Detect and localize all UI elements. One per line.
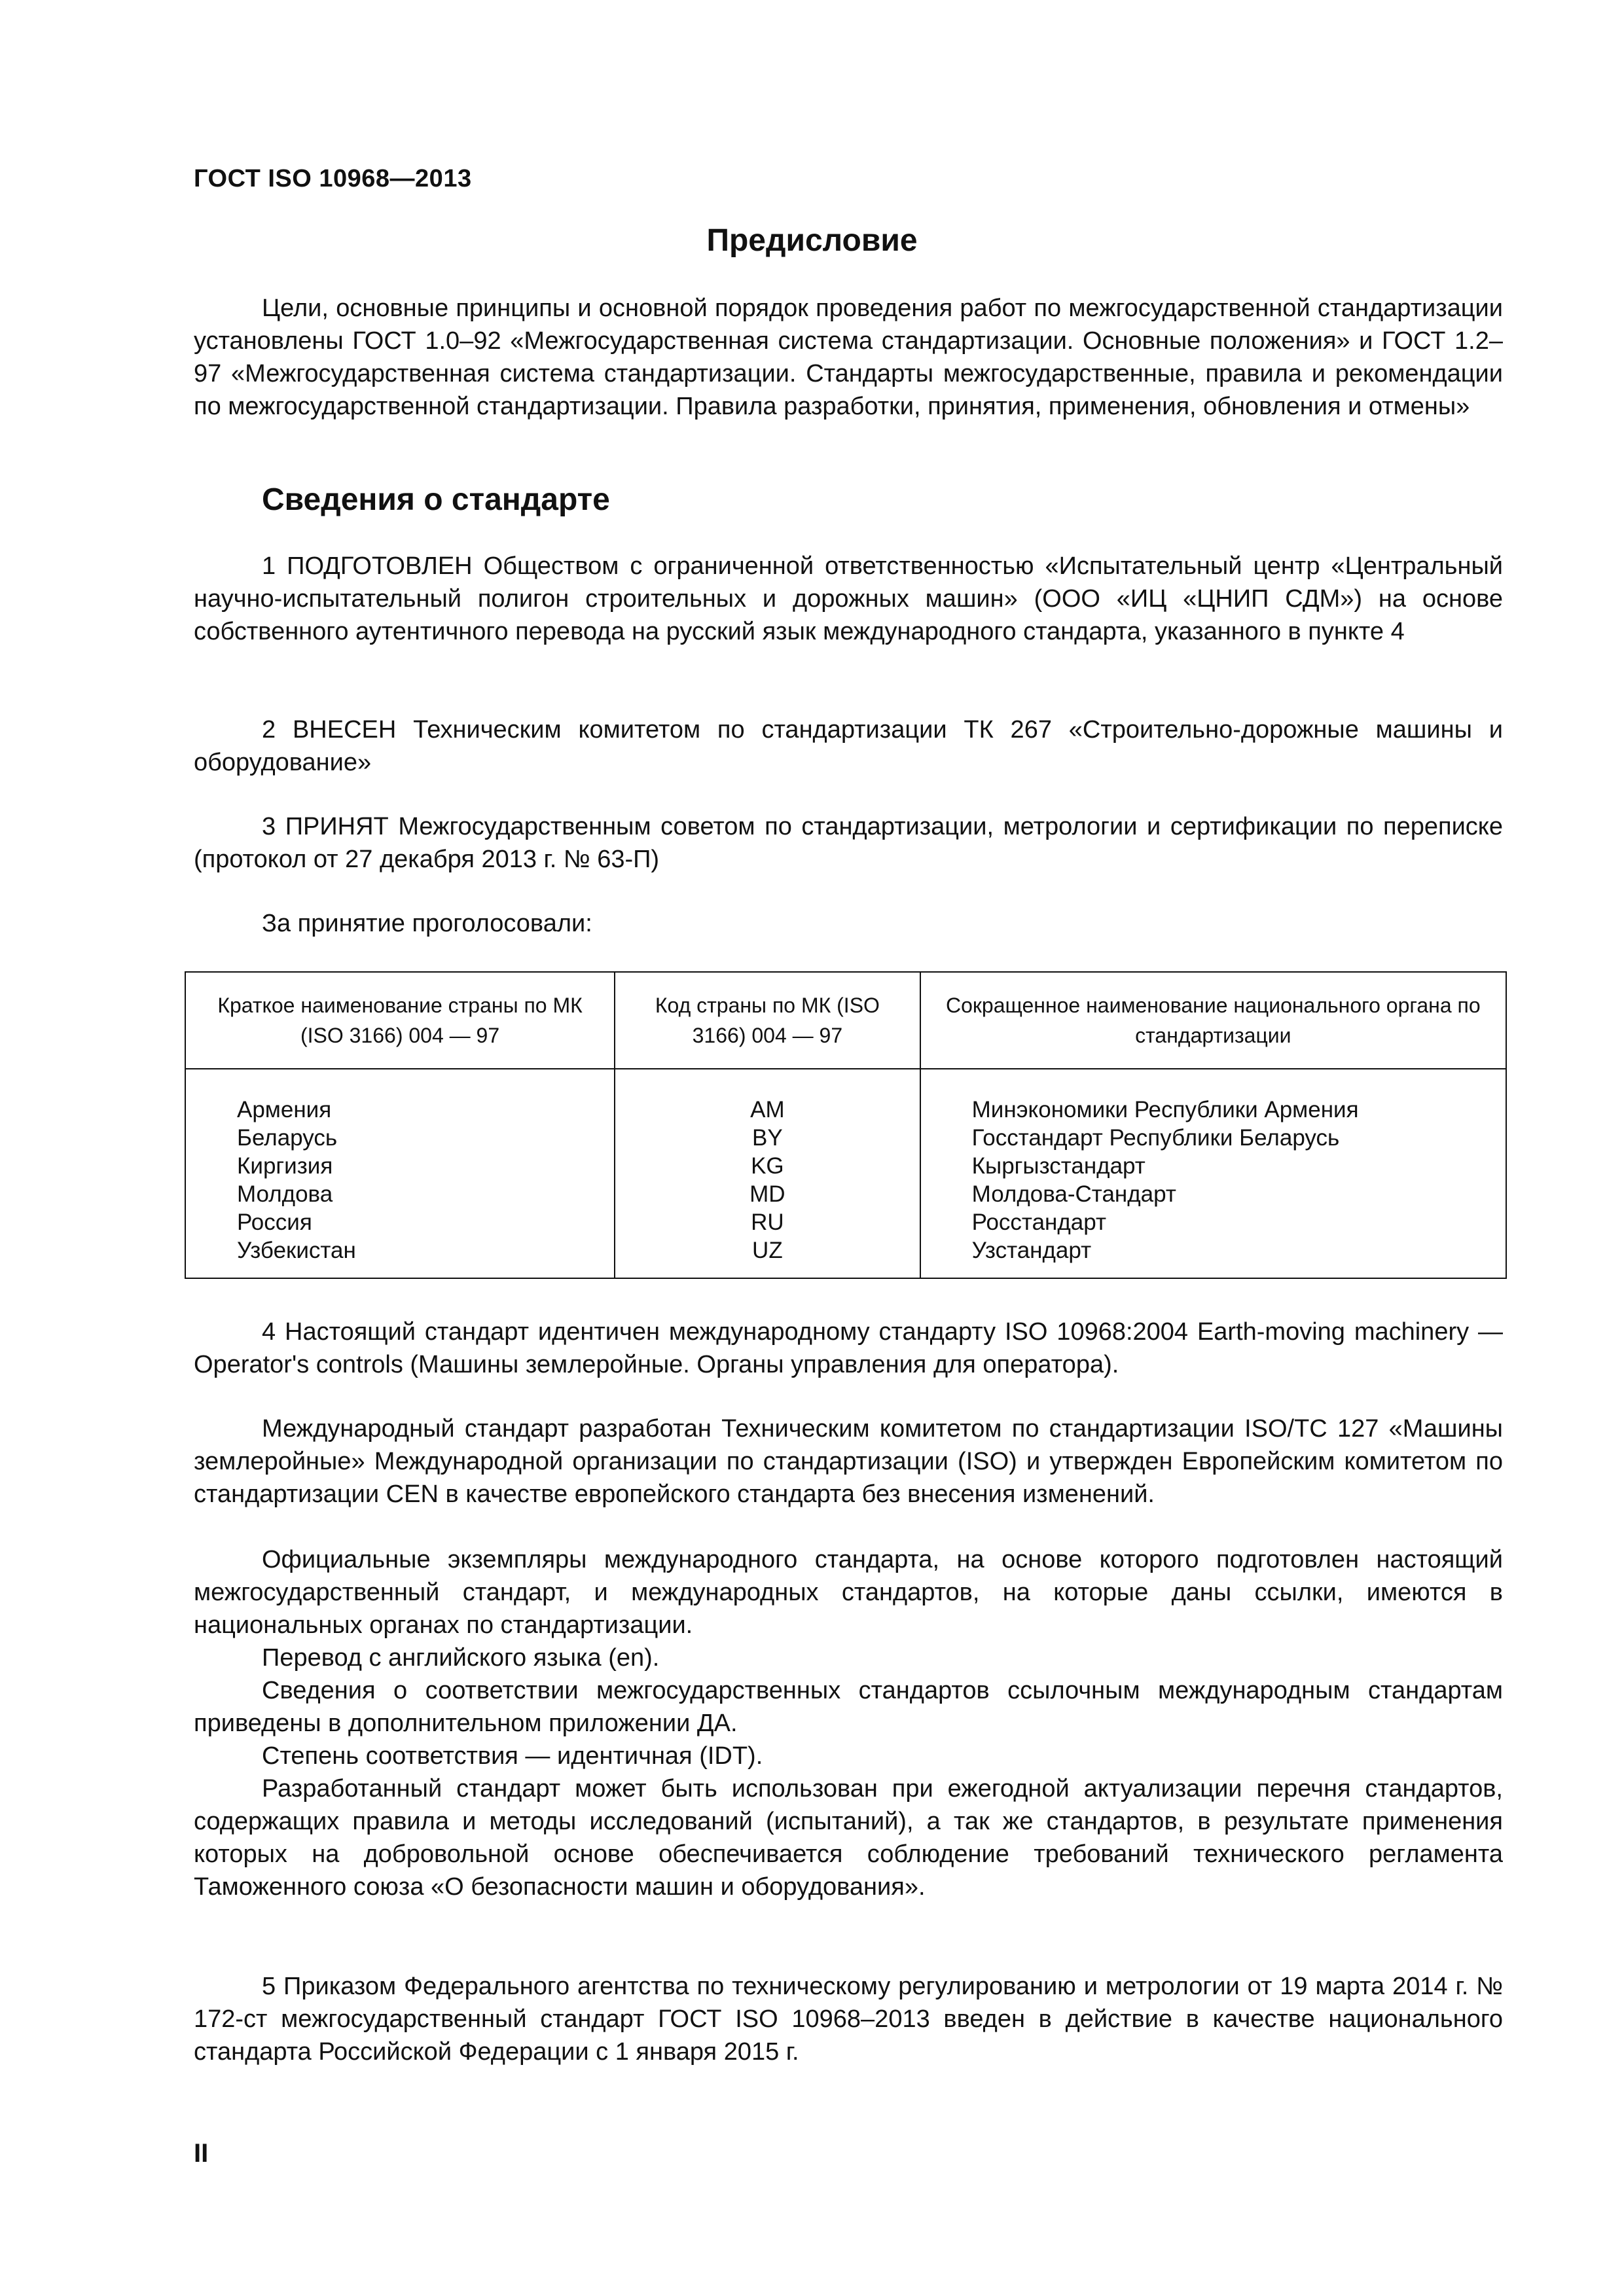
country-cell: Киргизия bbox=[237, 1153, 333, 1179]
code-column bbox=[615, 1069, 920, 1278]
foreword-title: Предисловие bbox=[706, 223, 918, 258]
item-1-paragraph: 1 ПОДГОТОВЛЕН Обществом с ограниченной ответственностью «Испытательный центр «Центральный научно-испытательный полигон строительных и дорожных машин» (ООО «ИЦ «ЦНИП СДМ») на основе собственного аутентичного перевода на русский язык международного стандарта, указанного в пункте 4 bbox=[194, 552, 1503, 645]
foreword-paragraph: Цели, основные принципы и основной порядок проведения работ по межгосударственной стандартизации установлены ГОСТ 1.0–92 «Межгосударственная система стандартизации. Основные положения» и ГОСТ 1.2–97 «Межгосударственная система стандартизации. Стандарты межгосударственные, правила и рекомендации по межгосударственной стандартизации. Правила разработки, принятия, применения, обновления и отмены» bbox=[194, 295, 1503, 420]
body-cell: Минэкономики Республики Армения bbox=[971, 1097, 1359, 1122]
code-cell: AM bbox=[750, 1097, 785, 1122]
item-4-paragraph: 4 Настоящий стандарт идентичен международному стандарту ISO 10968:2004 Earth-moving machinery — Operator's controls (Машины землеройные. Органы управления для оператора). bbox=[194, 1318, 1503, 1378]
info-title: Сведения о стандарте bbox=[262, 482, 610, 517]
running-head: ГОСТ ISO 10968—2013 bbox=[194, 165, 472, 192]
country-cell: Россия bbox=[237, 1210, 312, 1235]
country-cell: Армения bbox=[237, 1097, 332, 1122]
item-4-iso-paragraph: Международный стандарт разработан Техническим комитетом по стандартизации ISO/TC 127 «Машины землеройные» Международной организации по стандартизации (ISO) и утвержден Европейским комитетом по стандартизации CEN в качестве европейского стандарта без внесения изменений. bbox=[194, 1415, 1503, 1508]
item-4-translation: Перевод с английского языка (en). bbox=[262, 1644, 660, 1672]
page-number: II bbox=[194, 2139, 209, 2168]
header-country-code: Код страны по МК (ISO 3166) 004 — 97 bbox=[615, 972, 920, 1069]
country-cell: Узбекистан bbox=[237, 1238, 356, 1263]
header-standards-body: Сокращенное наименование национального органа по стандартизации bbox=[920, 972, 1506, 1069]
body-cell: Росстандарт bbox=[971, 1210, 1106, 1235]
code-cell: KG bbox=[751, 1153, 784, 1179]
body-column bbox=[920, 1069, 1506, 1278]
body-cell: Госстандарт Республики Беларусь bbox=[971, 1125, 1340, 1151]
body-cell: Узстандарт bbox=[971, 1238, 1092, 1263]
code-cell: MD bbox=[749, 1181, 785, 1207]
item-4-usage: Разработанный стандарт может быть использован при ежегодной актуализации перечня стандартов, содержащих правила и методы исследований (испытаний), а так же стандартов, в результате применения которых на добровольной основе обеспечивается соблюдение требований технического регламента Таможенного союза «О безопасности машин и оборудования». bbox=[194, 1775, 1503, 1901]
item-4-official-copies: Официальные экземпляры международного стандарта, на основе которого подготовлен настоящий межгосударственный стандарт, и международных стандартов, на которые даны ссылки, имеются в национальных органах по стандартизации. bbox=[194, 1546, 1503, 1639]
code-cell: UZ bbox=[752, 1238, 783, 1263]
country-cell: Молдова bbox=[237, 1181, 333, 1207]
body-cell: Молдова-Стандарт bbox=[971, 1181, 1176, 1207]
body-cell: Кыргызстандарт bbox=[971, 1153, 1146, 1179]
voted-label: За принятие проголосовали: bbox=[262, 910, 592, 937]
item-4-conformity-info: Сведения о соответствии межгосударственных стандартов ссылочным международным стандартам приведены в дополнительном приложении ДА. bbox=[194, 1677, 1503, 1737]
item-2-paragraph: 2 ВНЕСЕН Техническим комитетом по стандартизации ТК 267 «Строительно-дорожные машины и оборудование» bbox=[194, 716, 1503, 776]
voting-table bbox=[185, 971, 1507, 1279]
code-cell: BY bbox=[752, 1125, 783, 1151]
item-5-paragraph: 5 Приказом Федерального агентства по техническому регулированию и метрологии от 19 марта 2014 г. № 172-ст межгосударственный стандарт ГОСТ ISO 10968–2013 введен в действие в качестве национального стандарта Российской Федерации с 1 января 2015 г. bbox=[194, 1973, 1503, 2066]
item-3-paragraph: 3 ПРИНЯТ Межгосударственным советом по стандартизации, метрологии и сертификации по переписке (протокол от 27 декабря 2013 г. № 63-П) bbox=[194, 813, 1503, 873]
country-column bbox=[185, 1069, 615, 1278]
item-4-degree: Степень соответствия — идентичная (IDT). bbox=[262, 1742, 763, 1770]
table-body-row bbox=[185, 1069, 1506, 1278]
table-header-row bbox=[185, 972, 1506, 1069]
country-cell: Беларусь bbox=[237, 1125, 338, 1151]
code-cell: RU bbox=[751, 1210, 784, 1235]
header-country-name: Краткое наименование страны по МК (ISO 3166) 004 — 97 bbox=[185, 972, 615, 1069]
